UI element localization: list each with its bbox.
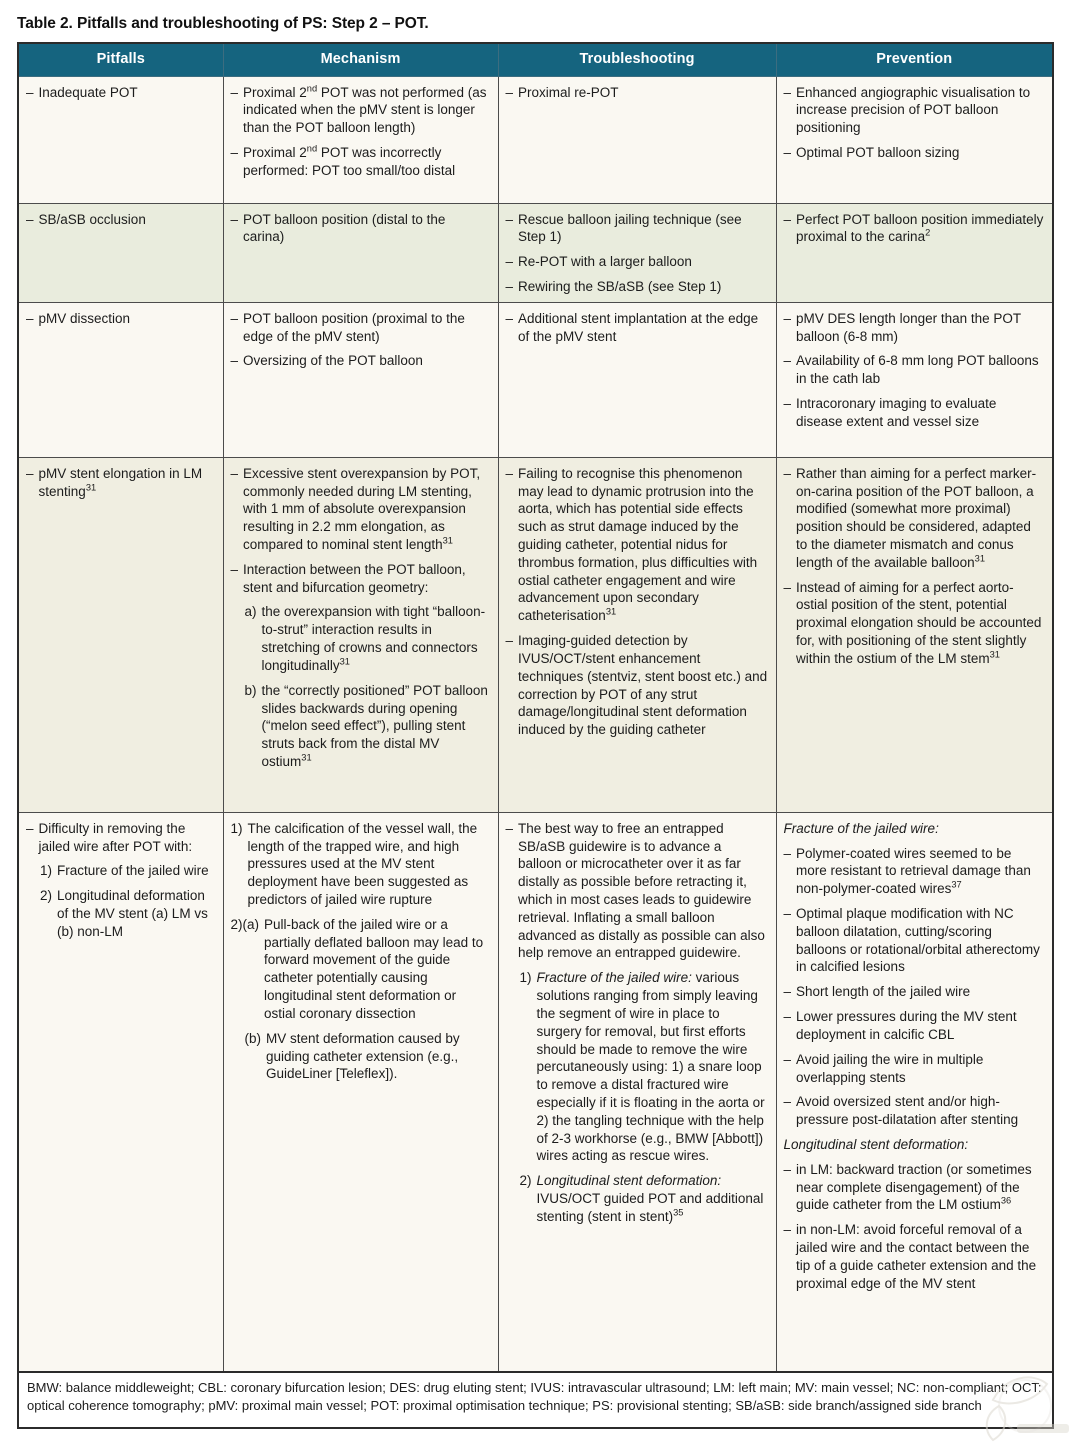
bullet-text: Imaging-guided detection by IVUS/OCT/stent enhancement techniques (stentviz, stent boost etc.) and correction by POT of any strut damage/longitudinal stent deformation induced by the guiding catheter	[518, 633, 768, 738]
bullet-text: Fracture of the jailed wire:	[783, 820, 939, 836]
bullet-item	[40, 887, 215, 940]
bullet-marker: –	[26, 820, 34, 836]
bullet-item	[784, 1136, 1045, 1154]
table-title: Table 2. Pitfalls and troubleshooting of PS: Step 2 – POT.	[17, 15, 429, 32]
bullet-marker: –	[230, 561, 239, 577]
bullet-text: Proximal 2nd POT was incorrectly performed: POT too small/too distal	[243, 143, 456, 178]
bullet-text: POT balloon position (proximal to the edge of the pMV stent)	[243, 310, 465, 344]
bullet-item	[784, 211, 1045, 247]
bullet-marker: 2)	[519, 1173, 532, 1189]
bullet-marker: 1)	[40, 863, 53, 879]
header-row	[18, 43, 1053, 76]
bullet-text: the “correctly positioned” POT balloon slides backwards during opening (“melon seed effect”), pulling stent struts back from the distal MV ostium$^{31}$	[261, 682, 488, 769]
bullet-marker: –	[505, 633, 514, 649]
bullet-item	[245, 603, 490, 674]
bullet-marker: –	[783, 1222, 792, 1238]
bullet-marker: –	[783, 1094, 792, 1110]
bullet-text: Rather than aiming for a perfect marker-on-carina position of the POT balloon, a modified (somewhat more proximal) position should be considered, adapted to the diameter mismatch and conus length of the available balloon$^{31}$	[796, 465, 1037, 570]
abbreviations-footnote: BMW: balance middleweight; CBL: coronary bifurcation lesion; DES: drug eluting stent; IVUS: intravascular ultrasound; LM: left main; MV: main vessel; NC: non-compliant; OCT: optical coherence tomography; pMV: proximal main vessel; POT: proximal optimisation technique; PS: provisional stenting; SB/aSB: side branch/assigned side branch	[18, 1372, 1053, 1428]
bullet-item	[784, 1093, 1045, 1129]
bullet-item	[26, 310, 215, 328]
bullet-item	[784, 395, 1045, 431]
cell-mechanism-row5	[223, 812, 498, 1372]
bullet-text: SB/aSB occlusion	[38, 211, 146, 227]
cell-pitfalls-row1	[18, 76, 223, 203]
bullet-marker: a)	[244, 604, 257, 620]
bullet-text: Availability of 6-8 mm long POT balloons in the cath lab	[796, 353, 1039, 387]
bullet-text: Fracture of the jailed wire	[57, 863, 209, 879]
bullet-item	[26, 465, 215, 501]
bullet-text: Short length of the jailed wire	[796, 984, 971, 1000]
column-header-troubleshooting: Troubleshooting	[498, 43, 776, 76]
bullet-item	[231, 916, 490, 1023]
bullet-text: Longitudinal stent deformation:	[783, 1136, 969, 1152]
bullet-marker: –	[26, 310, 34, 326]
bullet-text: Rewiring the SB/aSB (see Step 1)	[518, 278, 722, 294]
cell-mechanism-row1	[223, 76, 498, 203]
column-header-prevention: Prevention	[776, 43, 1053, 76]
footnote-row	[18, 1372, 1053, 1428]
bullet-item	[520, 1172, 768, 1225]
bullet-text: pMV stent elongation in LM stenting$^{31}$	[38, 465, 203, 499]
bullet-text: in LM: backward traction (or sometimes near complete disengagement) of the guide catheter from the LM ostium$^{36}$	[796, 1161, 1032, 1213]
bullet-marker: –	[230, 310, 239, 326]
bullet-marker: –	[26, 211, 34, 227]
bullet-marker: –	[783, 353, 792, 369]
bullet-item	[784, 310, 1045, 346]
bullet-text: Optimal plaque modification with NC balloon dilatation, cutting/scoring balloons or rotational/orbital atherectomy in calcified lesions	[796, 906, 1040, 975]
bullet-item	[784, 905, 1045, 976]
bullet-item	[506, 465, 768, 625]
bullet-marker: –	[505, 84, 514, 100]
bullet-marker: –	[783, 579, 792, 595]
bullet-marker: –	[26, 84, 34, 100]
bullet-item	[231, 84, 490, 137]
cell-prevention-row2	[776, 203, 1053, 302]
bullet-marker: –	[230, 144, 239, 160]
cell-pitfalls-row5	[18, 812, 223, 1372]
bullet-marker: –	[230, 353, 239, 369]
bullet-item	[506, 310, 768, 346]
table-body	[18, 76, 1053, 1372]
bullet-text: Fracture of the jailed wire: various solutions ranging from simply leaving the segment of wire in place to surgery for removal, but first efforts should be made to remove the wire percutaneously using: 1) a snare loop to remove a distal fractured wire especially if it is floating in the aorta or 2) the tangling technique with the help of 2-3 workhorse (e.g., BMW [Abbott]) wires acting as rescue wires.	[536, 970, 765, 1164]
cell-mechanism-row2	[223, 203, 498, 302]
bullet-item	[506, 84, 768, 102]
bullet-item	[506, 820, 768, 963]
cell-mechanism-row4	[223, 457, 498, 812]
bullet-item	[784, 84, 1045, 137]
bullet-item	[231, 310, 490, 346]
bullet-marker: –	[783, 984, 792, 1000]
bullet-text: Lower pressures during the MV stent deployment in calcific CBL	[796, 1009, 1017, 1042]
bullet-item	[40, 862, 215, 880]
bullet-marker: –	[783, 1009, 792, 1025]
bullet-marker: –	[783, 84, 792, 100]
bullet-marker: –	[783, 144, 792, 160]
bullet-marker: 1)	[230, 820, 243, 836]
bullet-item	[231, 211, 490, 247]
bullet-item	[506, 278, 768, 296]
bullet-marker: –	[783, 211, 792, 227]
bullet-item	[231, 561, 490, 597]
bullet-item	[520, 969, 768, 1165]
cell-prevention-row3	[776, 302, 1053, 457]
bullet-marker: 1)	[519, 970, 532, 986]
bullet-text: MV stent deformation caused by guiding catheter extension (e.g., GuideLiner [Teleflex]).	[266, 1030, 460, 1082]
bullet-text: Failing to recognise this phenomenon may lead to dynamic protrusion into the aorta, which has potential side effects such as strut damage induced by the guiding catheter, potential nidus for thrombus formation, plus difficulties with ostial catheter engagement and wire advancement upon secondary catheterisation$^{31}$	[518, 465, 758, 624]
bullet-marker: 2)	[40, 888, 53, 904]
cell-troubleshooting-row3	[498, 302, 776, 457]
bullet-item	[784, 465, 1045, 572]
cell-mechanism-row3	[223, 302, 498, 457]
bullet-text: Difficulty in removing the jailed wire after POT with:	[38, 820, 193, 854]
bullet-item	[784, 144, 1045, 162]
column-header-mechanism: Mechanism	[223, 43, 498, 76]
bullet-item	[784, 1008, 1045, 1044]
bullet-marker: –	[230, 84, 239, 100]
table-row	[18, 302, 1053, 457]
bullet-item	[784, 352, 1045, 388]
bullet-marker: –	[230, 465, 239, 481]
table-row	[18, 812, 1053, 1372]
bullet-text: Oversizing of the POT balloon	[243, 353, 423, 369]
cell-troubleshooting-row5	[498, 812, 776, 1372]
bullet-marker: –	[783, 1161, 792, 1177]
cell-troubleshooting-row2	[498, 203, 776, 302]
cell-pitfalls-row4	[18, 457, 223, 812]
bullet-text: Interaction between the POT balloon, stent and bifurcation geometry:	[243, 561, 466, 595]
bullet-marker: –	[783, 906, 792, 921]
bullet-text: pMV DES length longer than the POT balloon (6-8 mm)	[796, 310, 1021, 344]
bullet-text: Polymer-coated wires seemed to be more resistant to retrieval damage than non-polymer-coated wires$^{37}$	[796, 845, 1031, 897]
bullet-text: Inadequate POT	[38, 84, 138, 100]
bullet-marker: 2)(a)	[230, 916, 260, 932]
bullet-text: Re-POT with a larger balloon	[518, 254, 692, 270]
bullet-text: The best way to free an entrapped SB/aSB guidewire is to advance a balloon or microcatheter over it as far distally as possible before retracting it, which in most cases leads to guidewire retrieval. Inflating a small balloon advanced as distally as possible can also help remove an entrapped guidewire.	[518, 820, 765, 961]
bullet-text: Excessive stent overexpansion by POT, commonly needed during LM stenting, with 1 mm of absolute overexpansion resulting in 2.2 mm elongation, as compared to nominal stent length$^{31}$	[243, 465, 481, 552]
bullet-item	[26, 820, 215, 856]
pitfalls-table	[17, 42, 1054, 1429]
bullet-text: Enhanced angiographic visualisation to increase precision of POT balloon positioning	[796, 84, 1031, 136]
bullet-marker: –	[505, 310, 514, 326]
bullet-item	[506, 632, 768, 739]
cell-pitfalls-row2	[18, 203, 223, 302]
bullet-text: Proximal 2nd POT was not performed (as indicated when the pMV stent is longer than the POT balloon length)	[243, 83, 487, 136]
cell-troubleshooting-row4	[498, 457, 776, 812]
bullet-item	[26, 211, 215, 229]
bullet-text: Longitudinal deformation of the MV stent (a) LM vs (b) non-LM	[57, 888, 208, 939]
bullet-item	[784, 845, 1045, 898]
bullet-text: Intracoronary imaging to evaluate disease extent and vessel size	[796, 396, 997, 429]
bullet-marker: –	[505, 254, 514, 270]
bullet-marker: –	[230, 211, 239, 227]
bullet-item	[784, 1221, 1045, 1292]
column-header-pitfalls: Pitfalls	[18, 43, 223, 76]
bullet-marker: –	[783, 310, 792, 326]
bullet-text: Avoid oversized stent and/or high-pressure post-dilatation after stenting	[796, 1094, 1019, 1128]
bullet-marker: –	[505, 211, 514, 227]
bullet-item	[784, 820, 1045, 838]
cell-troubleshooting-row1	[498, 76, 776, 203]
bullet-item	[506, 253, 768, 271]
bullet-item	[245, 1030, 490, 1083]
bullet-item	[784, 1161, 1045, 1214]
table-header	[18, 43, 1053, 76]
bullet-marker: –	[26, 465, 34, 481]
bullet-text: Optimal POT balloon sizing	[796, 144, 960, 160]
bullet-text: Longitudinal stent deformation: IVUS/OCT guided POT and additional stenting (stent in stent)$^{35}$	[536, 1173, 764, 1224]
bullet-text: Proximal re-POT	[518, 84, 619, 100]
bullet-marker: –	[783, 396, 792, 411]
bullet-marker: b)	[244, 682, 257, 698]
bullet-marker: –	[783, 845, 792, 861]
bullet-text: POT balloon position (distal to the carina)	[243, 211, 446, 245]
table-row	[18, 76, 1053, 203]
bullet-text: The calcification of the vessel wall, the length of the trapped wire, and high pressures used at the MV stent deployment have been suggested as predictors of jailed wire rupture	[247, 820, 478, 907]
cell-prevention-row1	[776, 76, 1053, 203]
table-row	[18, 203, 1053, 302]
bullet-marker: (b)	[244, 1030, 261, 1046]
bullet-text: Additional stent implantation at the edge of the pMV stent	[518, 310, 759, 344]
cell-prevention-row5	[776, 812, 1053, 1372]
bullet-text: Avoid jailing the wire in multiple overlapping stents	[796, 1051, 984, 1085]
bullet-item	[26, 84, 215, 102]
table-row	[18, 457, 1053, 812]
bullet-marker: –	[505, 820, 514, 836]
cell-pitfalls-row3	[18, 302, 223, 457]
bullet-text: the overexpansion with tight “balloon-to-strut” interaction results in stretching of crowns and connectors longitudinally$^{31}$	[261, 604, 486, 673]
bullet-text: Perfect POT balloon position immediately proximal to the carina$^2$	[796, 211, 1044, 245]
bullet-item	[231, 352, 490, 370]
bullet-item	[245, 682, 490, 771]
bullet-text: Instead of aiming for a perfect aorto-ostial position of the stent, potential proximal elongation should be accounted for, with positioning of the stent slightly within the ostium of the LM stem$^{31}$	[796, 579, 1042, 666]
cell-prevention-row4	[776, 457, 1053, 812]
bullet-item	[784, 579, 1045, 668]
bullet-text: Rescue balloon jailing technique (see Step 1)	[518, 211, 742, 245]
bullet-marker: –	[505, 465, 514, 481]
bullet-text: in non-LM: avoid forceful removal of a jailed wire and the contact between the tip of a guide catheter extension and the proximal edge of the MV stent	[796, 1222, 1037, 1291]
bullet-item	[784, 983, 1045, 1001]
bullet-item	[231, 144, 490, 180]
bullet-text: pMV dissection	[38, 310, 131, 326]
bullet-marker: –	[783, 465, 792, 481]
bullet-item	[506, 211, 768, 247]
bullet-item	[231, 465, 490, 554]
bullet-marker: –	[783, 1051, 792, 1067]
bullet-item	[784, 1051, 1045, 1087]
bullet-marker: –	[505, 278, 514, 294]
bullet-item	[231, 820, 490, 909]
bullet-text: Pull-back of the jailed wire or a partially deflated balloon may lead to forward movement of the guide catheter potentially causing longitudinal stent deformation or ostial coronary dissection	[264, 916, 484, 1021]
table-figure	[17, 12, 1052, 1429]
